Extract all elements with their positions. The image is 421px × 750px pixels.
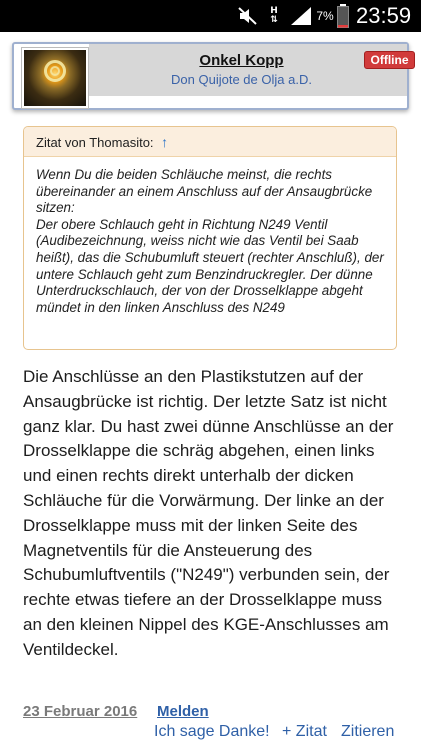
avatar[interactable]	[22, 48, 88, 108]
jump-to-quote-icon[interactable]: ↑	[161, 134, 169, 150]
post-date-link[interactable]: 23 Februar 2016	[23, 703, 138, 720]
report-button[interactable]: Melden	[157, 703, 209, 720]
post-text: Die Anschlüsse an den Plastikstutzen auf der Ansaugbrücke ist richtig. Der letzte Satz ist nicht ganz klar. Du hast zwei dünne Anschlüsse an der Drosselklappe die schräg abgehen, einen links und einen rechts direkt unterhalb der dicken Schläuche für die Vorwärmung. Der linke an der Drosselklappe muss mit der linken Seite des Magnetventils für die Ansteuerung des Schubumluftventils ("N249") verbunden sein, der rechte etwas tiefere an der Drosselklappe muss an den kleinen Nippel des KGE-Anschlusses am Ventildeckel.	[23, 367, 394, 659]
signal-icon	[290, 0, 314, 32]
user-card	[12, 42, 409, 110]
data-arrows-icon: ⇅	[270, 15, 278, 25]
quote-text: Wenn Du die beiden Schläuche meinst, die rechts übereinander an einem Anschluss auf der Ansaugbrücke sitzen: Der obere Schlauch geht in Richtung N249 Ventil (Audibezeichnung, weiss nicht wie das Ventil bei Saab heißt), das die Schubumluft steuert (rechter Anschluß), der untere Schlauch geht zum Benzindruckregler. Der dünne Unterdruckschlauch, der von der Drosselklappe abgeht mündet in den linken Anschluss des N249	[36, 167, 384, 315]
network-type-label: H	[270, 6, 278, 16]
quote-button[interactable]: Zitieren	[341, 723, 395, 740]
add-quote-button[interactable]: + Zitat	[282, 723, 327, 740]
battery-percent: 7%	[316, 9, 334, 23]
quote-header	[24, 127, 396, 157]
thanks-button[interactable]: Ich sage Danke!	[154, 723, 270, 740]
battery-icon	[337, 0, 349, 32]
status-badge: Offline	[364, 51, 415, 69]
quote-author-label: Zitat von Thomasito:	[36, 135, 154, 150]
username-link[interactable]: Onkel Kopp	[199, 52, 284, 69]
clock: 23:59	[356, 3, 412, 28]
network-type-icon	[267, 0, 281, 32]
avatar-ring-inner	[50, 66, 60, 76]
status-bar	[0, 0, 421, 32]
quote-box	[23, 126, 397, 350]
user-title: Don Quijote de Olja a.D.	[171, 72, 312, 87]
mute-icon	[237, 0, 259, 32]
